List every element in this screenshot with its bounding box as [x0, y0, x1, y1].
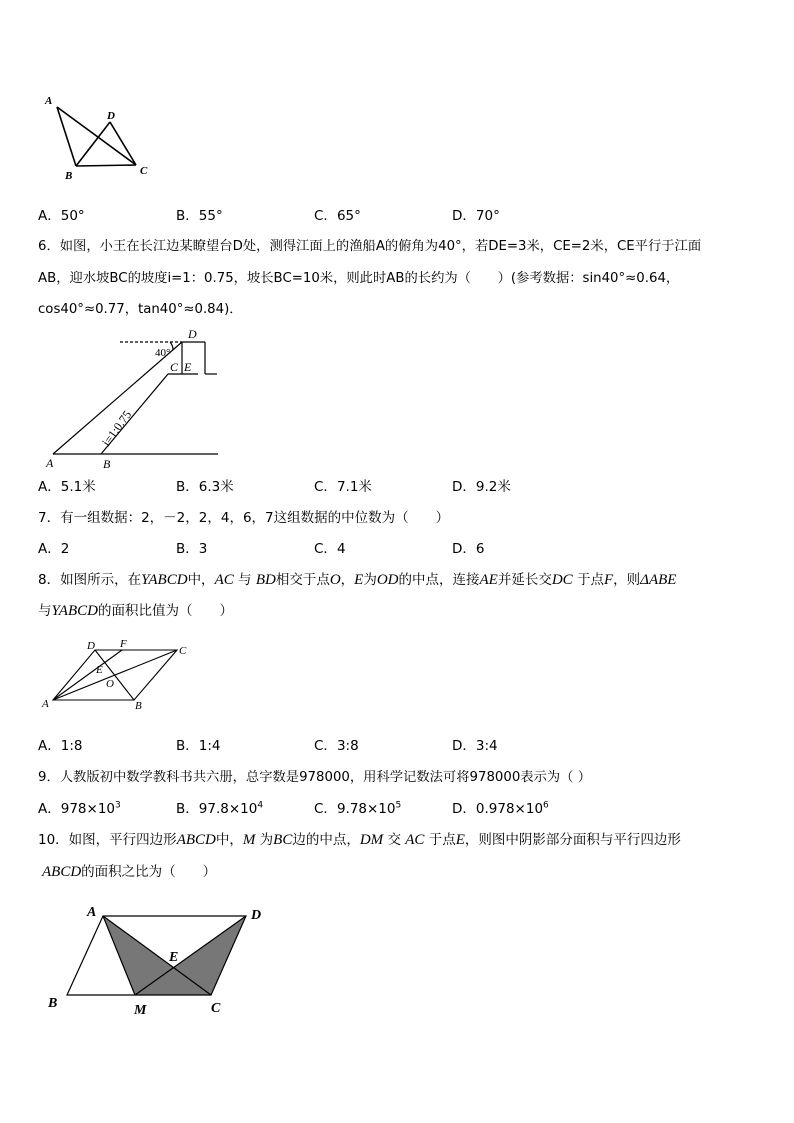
q10-var-bc: BC: [273, 832, 293, 848]
q7-option-a-label: A．: [38, 541, 61, 557]
q10-text-edge-mid: 边的中点，: [292, 832, 360, 848]
q5-option-a-text: 50°: [60, 208, 85, 224]
q10-label-d: D: [251, 908, 262, 923]
q5-option-d-label: D．: [452, 208, 476, 224]
q8-text-and: 与: [238, 572, 252, 588]
q5-option-b-text: 55°: [198, 208, 223, 224]
q8-option-d-text: 3:4: [475, 738, 498, 754]
q8-text-line2-post: 的面积比值为（ ）: [97, 603, 233, 619]
q6-option-c-text: 7.1米: [336, 479, 372, 495]
q9-option-a-base: 978×10: [60, 801, 116, 817]
q8-text-extend: 并延长交: [497, 572, 552, 588]
q10-label-e: E: [169, 950, 179, 965]
q6-label-slope: i=1:0.75: [99, 407, 135, 449]
q6-option-a-label: A．: [38, 479, 61, 495]
q6-label-e: E: [184, 360, 192, 374]
q8-label-d: D: [87, 640, 95, 652]
q8-text-comma: ，: [340, 572, 355, 588]
q8-option-c[interactable]: [314, 736, 359, 756]
q8-label-e: E: [96, 664, 103, 676]
q8-text-mid1: 中，: [187, 572, 215, 588]
q5-option-d[interactable]: [452, 206, 500, 226]
q8-var-o: O: [329, 572, 341, 588]
q5-option-a[interactable]: [38, 206, 85, 226]
q5-label-c: C: [140, 165, 148, 177]
q7-option-d[interactable]: [452, 539, 485, 559]
q6-option-c-label: C．: [314, 479, 337, 495]
q8-var-bd: BD: [255, 572, 276, 588]
q6-option-d[interactable]: [452, 477, 511, 497]
q10-figure: [40, 895, 280, 1025]
q6-option-d-text: 9.2米: [475, 479, 511, 495]
q8-option-c-text: 3:8: [336, 738, 359, 754]
q9-option-a-label: A．: [38, 801, 61, 817]
q9-option-a[interactable]: [38, 799, 121, 819]
q5-option-b-label: B．: [176, 208, 199, 224]
q9-stem: 9．人教版初中数学教科书共六册，总字数是978000，用科学记数法可将978000表示为（ ）: [38, 770, 592, 785]
q9-option-d-exp: 6: [543, 800, 549, 811]
q8-option-d[interactable]: [452, 736, 498, 756]
q6-stem-line1: 6．如图，小王在长江边某瞭望台D处，测得江面上的渔船A的俯角为40°，若DE=3米，CE=2米，CE平行于江面: [38, 239, 702, 254]
q9-option-c-exp: 5: [395, 800, 402, 811]
q5-option-c-label: C．: [314, 208, 337, 224]
q10-var-abcd: ABCD: [176, 832, 216, 848]
q8-option-c-label: C．: [314, 738, 337, 754]
q8-var-ac: AC: [214, 572, 234, 588]
q7-option-a-text: 2: [60, 541, 70, 557]
q10-text-jiao: 交: [387, 832, 401, 848]
q8-option-b-label: B．: [176, 738, 199, 754]
q7-option-b[interactable]: [176, 539, 207, 559]
q8-text-line2-pre: 与: [38, 603, 52, 619]
q7-option-a[interactable]: [38, 539, 69, 559]
q10-label-m: M: [134, 1003, 147, 1018]
q6-option-c[interactable]: [314, 477, 372, 497]
q9-option-b-base: 97.8×10: [198, 801, 258, 817]
q6-label-a: A: [46, 456, 54, 470]
q6-stem-line2: AB，迎水坡BC的坡度i=1：0.75，坡长BC=10米，则此时AB的长约为（ ）(参考数据：sin40°≈0.64，: [38, 271, 680, 286]
q8-parallelogram-1: YABCD: [141, 572, 188, 588]
q6-label-angle: 40°: [155, 347, 171, 359]
q8-label-b: B: [135, 700, 142, 712]
q7-option-c[interactable]: [314, 539, 346, 559]
q10-label-b: B: [48, 996, 58, 1011]
q5-option-b[interactable]: [176, 206, 223, 226]
q10-var-e: E: [455, 832, 465, 848]
q5-option-a-label: A．: [38, 208, 61, 224]
q9-option-b-label: B．: [176, 801, 199, 817]
q9-option-d-base: 0.978×10: [475, 801, 544, 817]
q5-option-c-text: 65°: [336, 208, 361, 224]
q7-option-b-text: 3: [198, 541, 208, 557]
q10-var-m: M: [242, 832, 256, 848]
q10-label-a: A: [87, 905, 97, 920]
q5-option-d-text: 70°: [475, 208, 500, 224]
q6-option-d-label: D．: [452, 479, 476, 495]
q5-label-d: D: [107, 110, 115, 122]
q6-option-a[interactable]: [38, 477, 96, 497]
q9-option-c[interactable]: [314, 799, 401, 819]
q8-text-then: ，则: [613, 572, 641, 588]
q7-option-c-text: 4: [336, 541, 346, 557]
q9-option-b-exp: 4: [257, 800, 264, 811]
q8-label-c: C: [179, 645, 187, 657]
q10-text-rest: ，则图中阴影部分面积与平行四边形: [464, 832, 681, 848]
q9-option-c-base: 9.78×10: [336, 801, 396, 817]
q7-stem: 7．有一组数据：2，－2，2，4，6，7这组数据的中位数为（ ）: [38, 510, 450, 526]
q7-option-b-label: B．: [176, 541, 199, 557]
q6-option-b-text: 6.3米: [198, 479, 234, 495]
q10-label-c: C: [211, 1001, 221, 1016]
q9-option-a-exp: 3: [115, 800, 121, 811]
q7-option-d-label: D．: [452, 541, 476, 557]
q8-text-midpoint: 的中点，连接: [398, 572, 480, 588]
q10-text-zhong: 中，: [215, 832, 243, 848]
q10-text-yudian: 于点: [428, 832, 456, 848]
q8-label-o: O: [106, 678, 114, 690]
q6-option-a-text: 5.1米: [60, 479, 96, 495]
q5-option-c[interactable]: [314, 206, 361, 226]
q8-option-b-text: 1:4: [198, 738, 221, 754]
q10-var-abcd-2: ABCD: [42, 864, 82, 880]
q8-var-od: OD: [376, 572, 399, 588]
q6-stem-line3: cos40°≈0.77，tan40°≈0.84)．: [38, 302, 243, 317]
q10-var-dm: DM: [359, 832, 384, 848]
q7-option-d-text: 6: [475, 541, 485, 557]
q5-label-a: A: [45, 95, 53, 107]
q6-label-b: B: [103, 457, 111, 471]
q5-figure: [40, 90, 160, 185]
q8-text-at: 于点: [576, 572, 604, 588]
q8-label-a: A: [42, 698, 49, 710]
q6-label-d: D: [188, 327, 197, 341]
q8-stem-line2: [38, 601, 233, 621]
q8-var-tri: ΔABE: [640, 572, 677, 588]
q9-option-d-label: D．: [452, 801, 476, 817]
q10-text-prefix: 10．如图，平行四边形: [38, 832, 177, 848]
q7-option-c-label: C．: [314, 541, 337, 557]
q8-stem-line1: [38, 570, 676, 590]
q8-parallelogram-2: YABCD: [51, 603, 98, 619]
q8-text-cross: 相交于点: [275, 572, 330, 588]
q8-var-e: E: [354, 572, 364, 588]
q6-option-b-label: B．: [176, 479, 199, 495]
q6-label-c: C: [170, 360, 179, 374]
q10-stem-line1: [38, 830, 681, 850]
q8-option-b[interactable]: [176, 736, 221, 756]
q8-text-is: 为: [363, 572, 377, 588]
q10-text-line2-post: 的面积之比为（ ）: [81, 864, 217, 880]
q8-text-prefix: 8．如图所示，在: [38, 572, 142, 588]
q9-option-c-label: C．: [314, 801, 337, 817]
q8-option-a-text: 1:8: [60, 738, 83, 754]
q8-option-a-label: A．: [38, 738, 61, 754]
q6-option-b[interactable]: [176, 477, 234, 497]
q10-stem-line2: [42, 862, 216, 882]
q8-label-f: F: [120, 638, 127, 650]
q9-option-b[interactable]: [176, 799, 263, 819]
q8-option-d-label: D．: [452, 738, 476, 754]
q8-figure: [38, 635, 198, 715]
q8-var-ae: AE: [479, 572, 498, 588]
q6-figure: [40, 325, 230, 471]
q8-option-a[interactable]: [38, 736, 82, 756]
q9-option-d[interactable]: [452, 799, 549, 819]
q8-var-dc: DC: [551, 572, 573, 588]
q10-var-ac: AC: [405, 832, 425, 848]
q10-text-wei: 为: [259, 832, 274, 848]
q5-label-b: B: [65, 170, 73, 182]
q8-var-f: F: [603, 572, 614, 588]
